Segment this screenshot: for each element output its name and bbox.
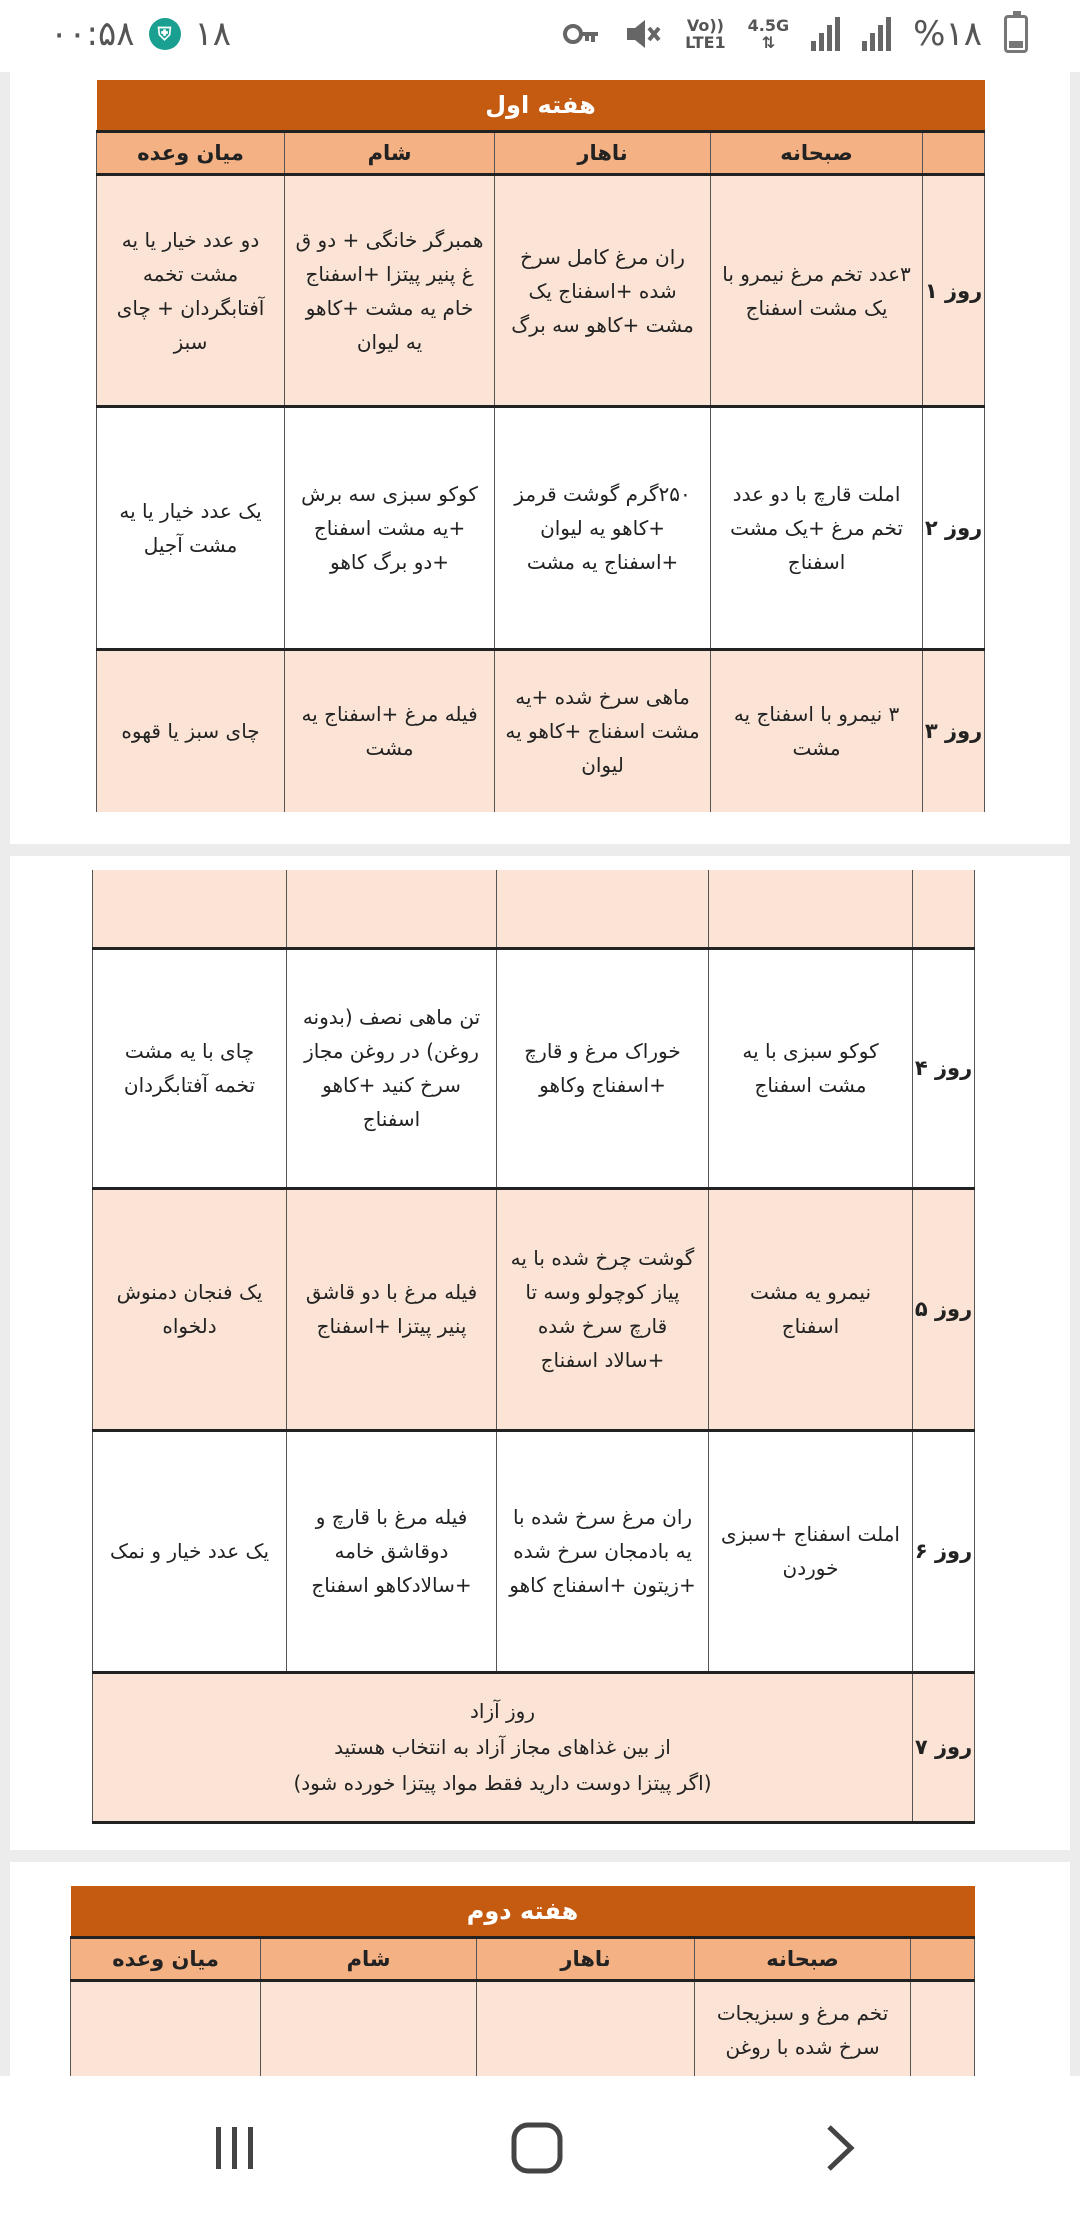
home-button[interactable] [497, 2116, 577, 2180]
snack-cell [97, 175, 285, 407]
table-row-free-day [93, 1672, 975, 1822]
lunch-cell [497, 1188, 709, 1430]
empty-cell [287, 870, 497, 948]
dinner-cell [261, 1981, 477, 2078]
week1-table [96, 80, 985, 812]
breakfast-cell [709, 1188, 913, 1430]
header-day [911, 1938, 975, 1981]
table-row [93, 948, 975, 1188]
header-snack: میان وعده [97, 132, 285, 175]
recents-icon [210, 2123, 260, 2173]
lunch-text: خوراک مرغ و قارچ +اسفناج وکاهو [524, 1039, 681, 1097]
breakfast-cell [709, 948, 913, 1188]
network-type: 4.5G [747, 16, 790, 35]
breakfast-cell [711, 407, 923, 650]
table-row [97, 407, 985, 650]
table-row [71, 1981, 975, 2078]
lunch-cell [477, 1981, 695, 2078]
day-label: روز ۷ [913, 1672, 975, 1822]
snack-text: چای با یه مشت تخمه آفتابگردان [123, 1039, 256, 1097]
snack-cell [93, 948, 287, 1188]
dinner-cell [285, 650, 495, 812]
day-label: روز ۲ [923, 407, 985, 650]
dinner-cell [287, 1430, 497, 1672]
day-label [911, 1981, 975, 2078]
snack-text: دو عدد خیار یا یه مشت تخمه آفتابگردان + چای سبز [116, 227, 265, 354]
diet-card-week1-continued [10, 856, 1070, 1850]
key-icon [561, 16, 601, 52]
data-arrows-icon: ⇅ [761, 33, 776, 52]
battery-percent: %۱۸ [913, 14, 982, 54]
recents-button[interactable] [195, 2116, 275, 2180]
breakfast-text: تخم مرغ و سبزیجات سرخ شده با روغن [716, 2001, 889, 2059]
free-day-title: روز آزاد [469, 1699, 535, 1723]
snack-text: چای سبز یا قهوه [121, 719, 260, 744]
day-label: روز ۶ [913, 1430, 975, 1672]
dinner-text: فیله مرغ +اسفناج یه مشت [301, 702, 478, 761]
diet-card-week1 [10, 72, 1070, 844]
lunch-text: گوشت چرخ شده با یه پیاز کوچولو وسه تا قارچ سرخ شده +سالاد اسفناج [510, 1246, 695, 1372]
snack-cell [97, 407, 285, 650]
empty-cell [93, 870, 287, 948]
header-dinner: شام [285, 132, 495, 175]
breakfast-text: ۳ نیمرو با اسفناج یه مشت [733, 702, 900, 761]
table-row [93, 1430, 975, 1672]
breakfast-text: ۳عدد تخم مرغ نیمرو با یک مشت اسفناج [722, 261, 911, 320]
diet-card-week2 [10, 1862, 1070, 2077]
clock: ۰۰:۵۸ [50, 14, 135, 54]
breakfast-text: املت اسفناج +سبزی خوردن [721, 1522, 900, 1580]
dinner-text: کوکو سبزی سه برش +یه مشت اسفناج +دو برگ کاهو [301, 482, 478, 574]
header-dinner: شام [261, 1938, 477, 1981]
empty-cell [497, 870, 709, 948]
breakfast-cell [695, 1981, 911, 2078]
mute-icon [623, 16, 663, 52]
status-left [50, 14, 231, 54]
day-label: روز ۴ [913, 948, 975, 1188]
table-row [97, 650, 985, 812]
lte-label: LTE1 [685, 33, 726, 52]
week2-table [70, 1886, 975, 2077]
breakfast-cell [711, 175, 923, 407]
snack-cell [93, 1430, 287, 1672]
notification-count: ۱۸ [194, 14, 232, 54]
header-breakfast: صبحانه [711, 132, 923, 175]
home-icon [509, 2120, 565, 2176]
snack-text: یک فنجان دمنوش دلخواه [116, 1280, 263, 1338]
lunch-text: ران مرغ سرخ شده با یه بادمجان سرخ شده +زیتون +اسفناج کاهو [509, 1505, 696, 1597]
free-day-cell [93, 1672, 913, 1822]
empty-cell [709, 870, 913, 948]
breakfast-text: املت قارچ با دو عدد تخم مرغ +یک مشت اسفناج [730, 482, 904, 574]
lunch-text: ۲۵۰گرم گوشت قرمز +کاهو یه لیوان +اسفناج یه مشت [514, 482, 691, 574]
header-snack: میان وعده [71, 1938, 261, 1981]
table-row-empty [93, 870, 975, 948]
header-lunch: ناهار [477, 1938, 695, 1981]
header-day [923, 132, 985, 175]
battery-icon [1004, 15, 1028, 53]
dinner-text: تن ماهی نصف (بدونه روغن) در روغن مجاز سرخ کنید +کاهو اسفناج [302, 1005, 481, 1131]
snack-text: یک عدد خیار و نمک [109, 1539, 270, 1563]
volte-label: Vo)) [686, 16, 724, 35]
dinner-cell [285, 407, 495, 650]
breakfast-cell [711, 650, 923, 812]
day-label: روز ۳ [923, 650, 985, 812]
dinner-text: فیله مرغ با قارچ و دوقاشق خامه +سالادکاهو اسفناج [311, 1505, 472, 1597]
week1-title: هفته اول [97, 80, 985, 132]
empty-cell [913, 870, 975, 948]
back-icon [815, 2123, 865, 2173]
free-day-note: از بین غذاهای مجاز آزاد به انتخاب هستید [334, 1735, 671, 1759]
lunch-text: ماهی سرخ شده +یه مشت اسفناج +کاهو یه لیوان [505, 685, 700, 778]
dinner-cell [287, 948, 497, 1188]
snack-text: یک عدد خیار یا یه مشت آجیل [119, 499, 262, 557]
table-row [97, 175, 985, 407]
lunch-cell [495, 650, 711, 812]
lunch-cell [497, 948, 709, 1188]
day-label: روز ۵ [913, 1188, 975, 1430]
lunch-cell [497, 1430, 709, 1672]
signal-icon [811, 17, 840, 51]
dinner-cell [287, 1188, 497, 1430]
lunch-text: ران مرغ کامل سرخ شده +اسفناج یک مشت +کاهو سه برگ [511, 244, 694, 337]
lunch-cell [495, 175, 711, 407]
breakfast-cell [709, 1430, 913, 1672]
free-day-pizza-note: (اگر پیتزا دوست دارید فقط مواد پیتزا خورده شود) [293, 1771, 712, 1795]
navigation-bar [0, 2076, 1080, 2220]
snack-cell [97, 650, 285, 812]
dinner-text: فیله مرغ با دو قاشق پنیر پیتزا +اسفناج [305, 1280, 478, 1338]
shield-app-icon: ⛨ [149, 18, 181, 50]
back-button[interactable] [800, 2116, 880, 2180]
week2-title: هفته دوم [71, 1886, 975, 1938]
lunch-cell [495, 407, 711, 650]
breakfast-text: نیمرو یه مشت اسفناج [749, 1280, 872, 1338]
status-bar [0, 0, 1080, 72]
day-label: روز ۱ [923, 175, 985, 407]
status-right [561, 14, 1028, 54]
table-row [93, 1188, 975, 1430]
dinner-cell [285, 175, 495, 407]
header-lunch: ناهار [495, 132, 711, 175]
week1-continued-table [92, 870, 975, 1824]
dinner-text: همبرگر خانگی + دو ق غ پنیر پیتزا +اسفناج خام یه مشت +کاهو یه لیوان [295, 227, 484, 354]
header-breakfast: صبحانه [695, 1938, 911, 1981]
snack-cell [93, 1188, 287, 1430]
volte-indicator [685, 17, 726, 51]
signal-icon-2 [862, 17, 891, 51]
breakfast-text: کوکو سبزی با یه مشت اسفناج [742, 1039, 879, 1097]
snack-cell [71, 1981, 261, 2078]
network-indicator [748, 17, 789, 51]
